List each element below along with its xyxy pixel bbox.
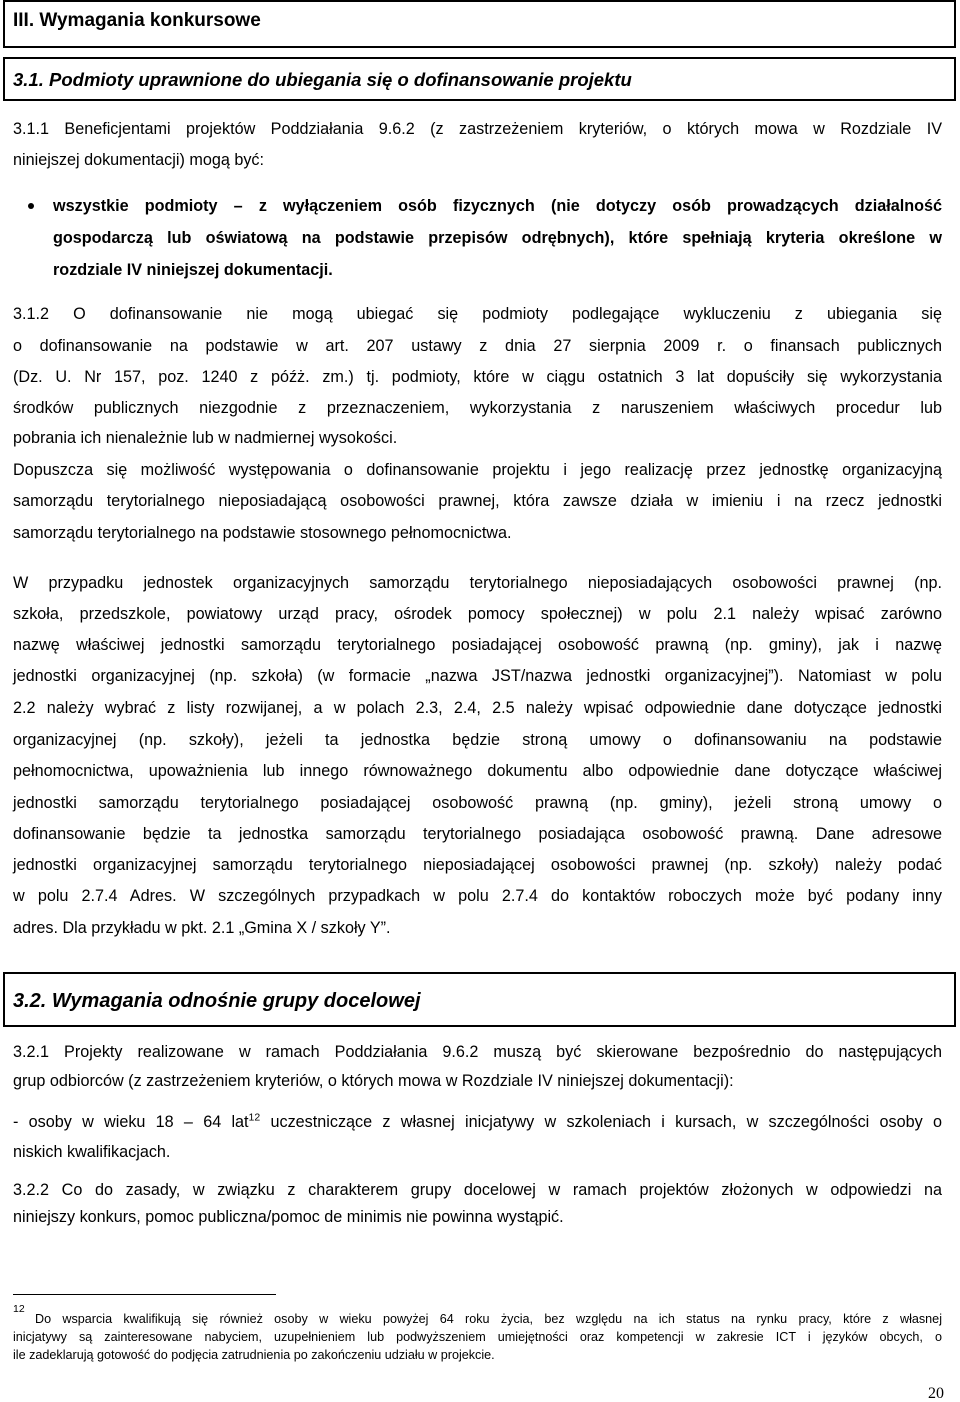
bullet-dot-icon: [28, 203, 34, 209]
footnote-line-2: inicjatywy są zainteresowane nabyciem, uzupełnieniem lub podwyższeniem umiejętności oraz kompetencji w zakresie ICT i języków obcych, o: [13, 1330, 942, 1344]
paragraph-3-1-2-line-5: pobrania ich nienależnie lub w nadmiernej wysokości.: [13, 429, 398, 447]
paragraph-3-1-1-line-2: niniejszej dokumentacji) mogą być:: [13, 151, 265, 169]
paragraph-wprzypadku-line-11: w polu 2.7.4 Adres. W szczególnych przypadkach w polu 2.7.4 do kontaktów roboczych może być podany inny: [13, 887, 942, 905]
paragraph-wprzypadku-line-6: organizacyjnej (np. szkoły), jeżeli ta jednostka będzie stroną umowy o dofinansowaniu na podstawie: [13, 731, 942, 749]
footnote-separator: [13, 1294, 276, 1295]
paragraph-wprzypadku-line-3: nazwę właściwej jednostki samorządu terytorialnego posiadającej osobowość prawną (np. gminy), jak i nazwę: [13, 636, 942, 654]
paragraph-wprzypadku-line-9: dofinansowanie będzie ta jednostka samorządu terytorialnego posiadająca osobowość prawną. Dane adresowe: [13, 825, 942, 843]
paragraph-3-2-1-line-1: 3.2.1 Projekty realizowane w ramach Poddziałania 9.6.2 muszą być skierowane bezpośrednio do następujących: [13, 1043, 942, 1061]
footnote-line-1: Do wsparcia kwalifikują się również osoby w wieku powyżej 64 roku życia, bez względu na ich status na rynku pracy, które z własnej: [35, 1312, 942, 1326]
paragraph-3-1-1-line-1: 3.1.1 Beneficjentami projektów Poddziałania 9.6.2 (z zastrzeżeniem kryteriów, o których mowa w Rozdziale IV: [13, 120, 942, 138]
paragraph-3-2-1-line-2: grup odbiorców (z zastrzeżeniem kryteriów, o których mowa w Rozdziale IV niniejszej dokumentacji):: [13, 1072, 734, 1090]
paragraph-osoby-line-1: [13, 1112, 942, 1132]
paragraph-wprzypadku-line-1: W przypadku jednostek organizacyjnych samorządu terytorialnego nieposiadających osobowości prawnej (np.: [13, 574, 942, 592]
paragraph-osoby-line-2: niskich kwalifikacjach.: [13, 1143, 171, 1161]
footnote-reference: 12: [248, 1111, 261, 1124]
paragraph-wprzypadku-line-10: jednostki organizacyjnej samorządu terytorialnego nieposiadającej osobowości prawnej (np. szkoły) należy podać: [13, 856, 942, 874]
footnote-line-3: ile zadeklarują gotowość do podjęcia zatrudnienia po zakończeniu udziału w projekcie.: [13, 1348, 495, 1362]
footnote-number: 12: [13, 1303, 25, 1315]
bullet-line-3: rozdziale IV niniejszej dokumentacji.: [53, 261, 333, 279]
paragraph-3-1-2-line-1: 3.1.2 O dofinansowanie nie mogą ubiegać się podmioty podlegające wykluczeniu z ubiegania się: [13, 305, 942, 323]
paragraph-wprzypadku-line-7: pełnomocnictwa, upoważnienia lub innego równoważnego dokumentu albo odpowiednie dane dotyczące właściwej: [13, 762, 942, 780]
paragraph-3-2-2-line-1: 3.2.2 Co do zasady, w związku z charakterem grupy docelowej w ramach projektów złożonych w odpowiedzi na: [13, 1181, 942, 1199]
paragraph-wprzypadku-line-8: jednostki samorządu terytorialnego posiadającej osobowość prawną (np. gminy), jeżeli stroną umowy o: [13, 794, 942, 812]
section-3-1-title: 3.1. Podmioty uprawnione do ubiegania się o dofinansowanie projektu: [13, 69, 632, 90]
chapter-title: III. Wymagania konkursowe: [13, 10, 261, 31]
paragraph-dopuszcza-line-1: Dopuszcza się możliwość występowania o dofinansowanie projektu i jego realizację przez jednostkę organizacyjną: [13, 461, 942, 479]
paragraph-3-1-2-line-3: (Dz. U. Nr 157, poz. 1240 z późż. zm.) tj. podmioty, które w ciągu ostatnich 3 lat dopuściły się wykorzystania: [13, 368, 942, 386]
paragraph-wprzypadku-line-4: jednostki organizacyjnej (np. szkoła) (w formacie „nazwa JST/nazwa jednostki organizacyjnej”). Natomiast w polu: [13, 667, 942, 685]
paragraph-3-1-2-line-4: środków publicznych niezgodnie z przeznaczeniem, wykorzystania z naruszeniem właściwych procedur lub: [13, 399, 942, 417]
paragraph-wprzypadku-line-5: 2.2 należy wybrać z listy rozwijanej, a w polach 2.3, 2.4, 2.5 należy wpisać odpowiednie dane dotyczące jednostki: [13, 699, 942, 717]
paragraph-dopuszcza-line-2: samorządu terytorialnego nieposiadającą osobowości prawnej, która zawsze działa w imieniu i na rzecz jednostki: [13, 492, 942, 510]
osoby-text-before: - osoby w wieku 18 – 64 lat: [13, 1113, 249, 1131]
section-3-2-box: [3, 972, 956, 1027]
osoby-text-after: uczestniczące z własnej inicjatywy w szkoleniach i kursach, w szczególności osoby o: [260, 1113, 942, 1131]
paragraph-wprzypadku-line-2: szkoła, przedszkole, powiatowy urząd pracy, ośrodek pomocy społecznej) w polu 2.1 należy wpisać zarówno: [13, 605, 942, 623]
page-number: 20: [928, 1385, 944, 1402]
paragraph-3-1-2-line-2: o dofinansowanie na podstawie w art. 207 ustawy z dnia 27 sierpnia 2009 r. o finansach publicznych: [13, 337, 942, 355]
bullet-line-2: gospodarczą lub oświatową na podstawie przepisów odrębnych), które spełniają kryteria określone w: [53, 229, 942, 247]
section-3-2-title: 3.2. Wymagania odnośnie grupy docelowej: [13, 990, 421, 1012]
bullet-line-1: wszystkie podmioty – z wyłączeniem osób fizycznych (nie dotyczy osób prowadzących działalność: [53, 197, 942, 215]
chapter-header-box: [3, 0, 956, 48]
paragraph-3-2-2-line-2: niniejszy konkurs, pomoc publiczna/pomoc de minimis nie powinna wystąpić.: [13, 1208, 564, 1226]
paragraph-dopuszcza-line-3: samorządu terytorialnego na podstawie stosownego pełnomocnictwa.: [13, 524, 512, 542]
paragraph-wprzypadku-line-12: adres. Dla przykładu w pkt. 2.1 „Gmina X / szkoły Y”.: [13, 919, 391, 937]
section-3-1-box: [3, 57, 956, 101]
